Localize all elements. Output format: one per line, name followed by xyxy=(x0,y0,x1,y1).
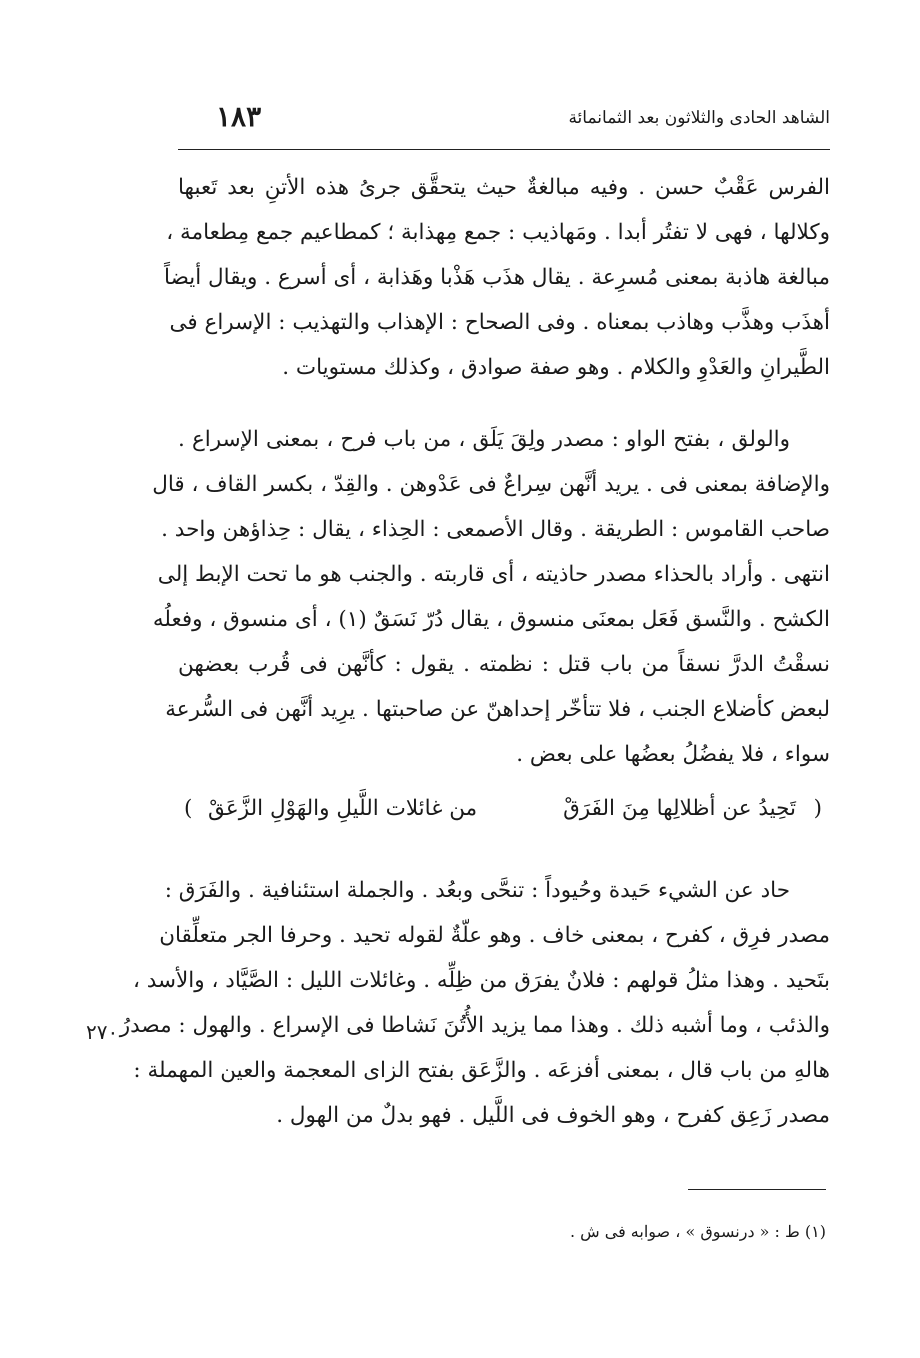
paragraph-3 xyxy=(119,868,830,1138)
text-line: مصدر زَعِق كفرح ، وهو الخوف فى اللَّيل . فهو بدلٌ من الهول . xyxy=(276,1103,830,1128)
text-line: نسقْتُ الدرَّ نسقاً من باب قتل : نظمته . يقول : كأنَّهن فى قُرب بعضهن xyxy=(178,652,830,677)
text-line: الكشح . والنَّسق فَعَل بمعنَى منسوق ، يقال دُرّ نَسَقٌ (١) ، أى منسوق ، وفعلُه xyxy=(152,607,830,632)
verse-second-hemistich: من غائلات اللَّيلِ والهَوْلِ الزَّعَقْ xyxy=(208,796,478,821)
text-line: لبعض كأضلاع الجنب ، فلا تتأخّر إحداهنّ عن صاحبتها . يرِيد أنَّهن فى السُّرعة xyxy=(165,697,830,722)
running-title: الشاهد الحادى والثلاثون بعد الثمانمائة xyxy=(568,108,830,128)
text-line: مبالغة هاذبة بمعنى مُسرِعة . يقال هذَب هَذْبا وهَذابة ، أى أسرع . ويقال أيضاً xyxy=(164,265,830,290)
text-line: صاحب القاموس : الطريقة . وقال الأصمعى : الحِذاء ، يقال : حِذاؤهن واحد . xyxy=(161,517,830,542)
footnote-divider xyxy=(688,1189,826,1190)
text-line: والولق ، بفتح الواو : مصدر ولِقَ يَلَق ، من باب فرح ، بمعنى الإسراع . xyxy=(178,427,790,452)
header-divider xyxy=(178,149,830,150)
text-line: مصدر فرِق ، كفرح ، بمعنى خاف . وهو علّةٌ لقوله تحيد . وحرفا الجر متعلِّقان xyxy=(159,923,830,948)
page-number: ١٨٣ xyxy=(216,100,262,133)
text-line: هالهِ من باب قال ، بمعنى أفزعَه . والزَّعَق بفتح الزاى المعجمة والعين المهملة : xyxy=(133,1058,830,1083)
paragraph-2 xyxy=(152,417,830,777)
text-line: سواء ، فلا يفضُلُ بعضُها على بعض . xyxy=(516,742,830,767)
text-line: والذئب ، وما أشبه ذلك . وهذا مما يزيد الأُتُنَ نَشاطا فى الإسراع . والهول : مصدرُ xyxy=(119,1013,830,1038)
text-line: أهذَب وهذَّب وهاذب بمعناه . وفى الصحاح : الإهذاب والتهذيب : الإسراع فى xyxy=(169,310,830,335)
page-header xyxy=(178,100,830,144)
text-line: انتهى . وأراد بالحذاء مصدر حاذيته ، أى قاربته . والجنب هو ما تحت الإبط إلى xyxy=(157,562,830,587)
verse-close-paren: ) xyxy=(184,796,193,821)
verse-first-hemistich: تَحِيدُ عن أظلالِها مِنَ الفَرَقْ xyxy=(563,796,796,821)
margin-number: ٢٧٠ xyxy=(86,1020,119,1044)
text-line: وكلالها ، فهى لا تفتُر أبدا . ومَهاذيب : جمع مِهذابة ؛ كمطاعيم جمع مِطعامة ، xyxy=(166,220,830,245)
text-line: الفرس عَقْبٌ حسن . وفيه مبالغةٌ حيث يتحقَّق جرىُ هذه الأتنِ بعد تَعبها xyxy=(178,175,830,200)
text-line: حاد عن الشيء حَيدة وحُيوداً : تنحَّى وبعُد . والجملة استئنافية . والفَرَق : xyxy=(164,878,790,903)
verse-open-paren: ( xyxy=(813,796,822,821)
footnote: (١) ط : « درنسوق » ، صوابه فى ش . xyxy=(569,1222,826,1241)
text-line: بتَحيد . وهذا مثلُ قولهم : فلانٌ يفرَق من ظِلِّه . وغائلات الليل : الصَّيَّاد ، والأسد ، xyxy=(132,968,830,993)
poetry-verse xyxy=(178,786,830,831)
text-line: والإضافة بمعنى فى . يريد أنَّهن سِراعٌ فى عَدْوهن . والقِدّ ، بكسر القاف ، قال xyxy=(152,472,830,497)
paragraph-1 xyxy=(164,165,830,390)
text-line: الطَّيرانِ والعَدْوِ والكلام . وهو صفة صوادق ، وكذلك مستويات . xyxy=(282,355,830,380)
